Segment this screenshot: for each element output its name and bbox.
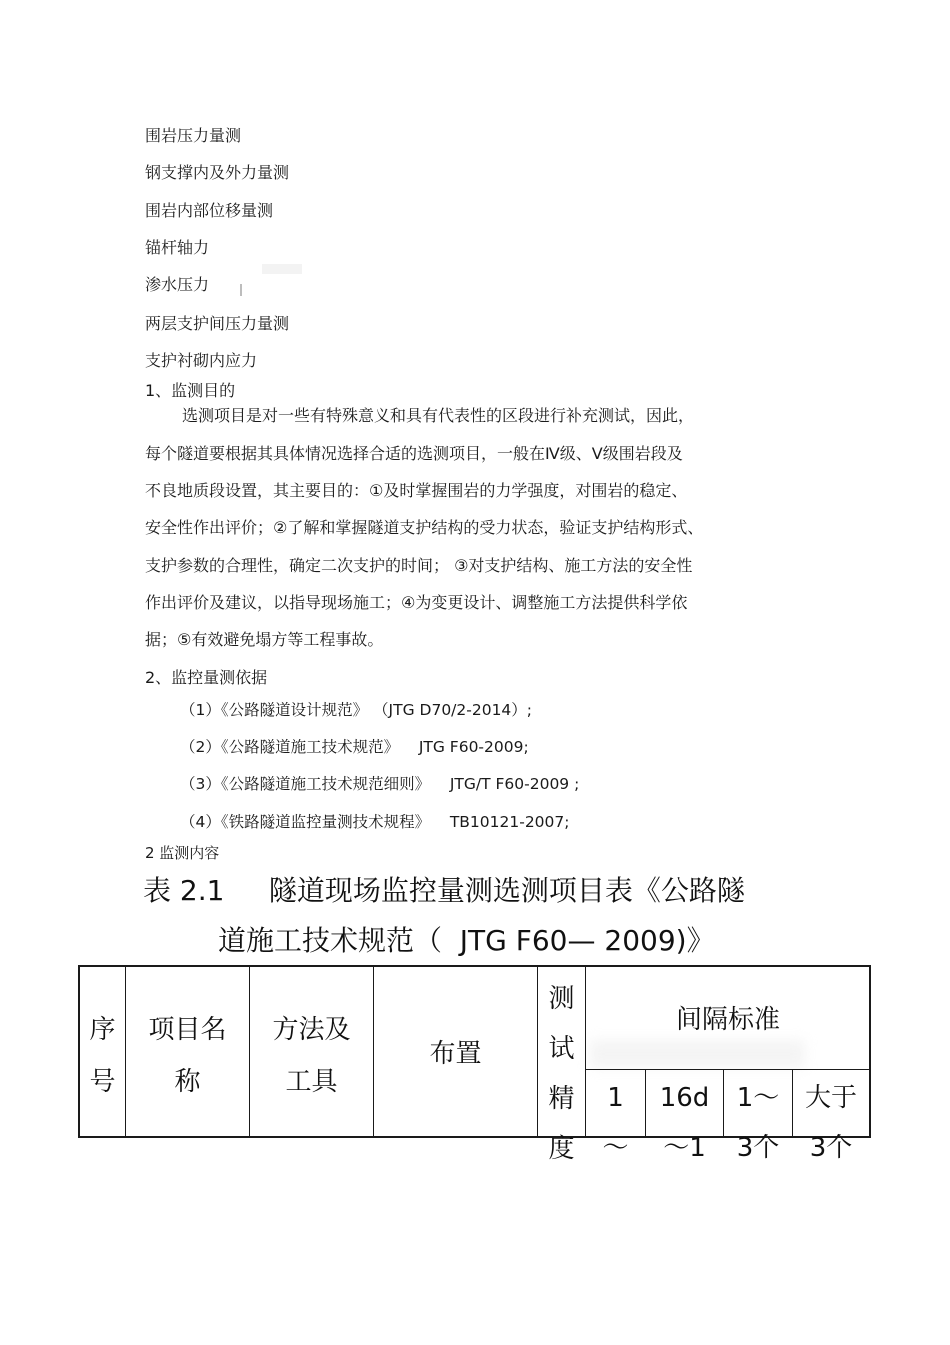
subheader-interval-1	[586, 1078, 645, 1168]
section-heading-purpose: 1、监测目的	[145, 381, 236, 400]
subheader-interval-1-line2: ～	[602, 1133, 629, 1163]
scan-smudge	[590, 1040, 805, 1068]
item-seepage-pressure: 渗水压力	[145, 275, 210, 294]
header-method	[250, 1010, 373, 1102]
item-bolt-axial-force: 锚杆轴力	[145, 238, 210, 257]
subheader-interval-4-line1: 大于	[804, 1083, 857, 1113]
subheader-interval-1-line1: 1	[607, 1083, 624, 1113]
subheader-interval-3-line1: 1～	[736, 1083, 780, 1113]
subheader-interval-2-line2: ～1	[663, 1133, 706, 1163]
section-heading-content: 2 监测内容	[145, 844, 220, 862]
paragraph-line: 作出评价及建议，以指导现场施工；④为变更设计、调整施工方法提供科学依	[145, 593, 688, 612]
header-method-line1: 方法及	[272, 1015, 351, 1045]
paragraph-line: 每个隧道要根据其具体情况选择合适的选测项目，一般在Ⅳ级、Ⅴ级围岩段及	[145, 444, 683, 463]
scan-artifact	[262, 264, 302, 274]
scan-artifact-mark	[240, 284, 242, 296]
item-rock-pressure: 围岩压力量测	[145, 126, 242, 145]
header-precision-char: 试	[548, 1034, 575, 1064]
reference-item: （1）《公路隧道设计规范》 （JTG D70/2-2014）;	[180, 701, 533, 719]
header-interval-standard: 间隔标准	[675, 1005, 780, 1035]
item-internal-displacement: 围岩内部位移量测	[145, 201, 274, 220]
header-item-name	[126, 1010, 249, 1102]
paragraph-line: 支护参数的合理性，确定二次支护的时间； ③对支护结构、施工方法的安全性	[145, 556, 693, 575]
paragraph-line: 安全性作出评价；②了解和掌握隧道支护结构的受力状态，验证支护结构形式、	[145, 518, 704, 537]
header-item-name-line1: 项目名	[148, 1015, 227, 1045]
subheader-interval-4-line2: 3个	[809, 1133, 853, 1163]
reference-item: （3）《公路隧道施工技术规范细则》 JTG/T F60-2009 ;	[180, 775, 580, 793]
reference-item: （2）《公路隧道施工技术规范》 JTG F60-2009;	[180, 738, 529, 756]
header-precision-char: 度	[548, 1134, 575, 1164]
item-interlayer-pressure: 两层支护间压力量测	[145, 314, 290, 333]
header-item-name-line2: 称	[174, 1067, 201, 1097]
table-border-right	[869, 965, 871, 1138]
subheader-interval-3	[724, 1078, 792, 1168]
subheader-interval-2-line1: 16d	[659, 1083, 710, 1113]
subheader-interval-2	[646, 1078, 723, 1168]
header-seq	[80, 1010, 125, 1102]
header-precision	[538, 974, 585, 1174]
header-seq-line1: 序	[89, 1015, 116, 1045]
interval-subheader-divider	[585, 1069, 870, 1070]
paragraph-line: 不良地质段设置，其主要目的：①及时掌握围岩的力学强度，对围岩的稳定、	[145, 481, 688, 500]
table-border-top	[78, 965, 871, 967]
item-lining-stress: 支护衬砌内应力	[145, 351, 258, 370]
header-layout: 布置	[429, 1039, 482, 1069]
paragraph-line: 据；⑤有效避免塌方等工程事故。	[145, 630, 384, 649]
header-seq-line2: 号	[89, 1067, 116, 1097]
table-caption-line1: 表 2.1 隧道现场监控量测选测项目表《公路隧	[143, 874, 745, 907]
section-heading-basis: 2、监控量测依据	[145, 668, 268, 687]
subheader-interval-4	[793, 1078, 869, 1168]
table-caption-line2: 道施工技术规范（ JTG F60— 2009)》	[218, 924, 715, 957]
header-method-line2: 工具	[285, 1067, 338, 1097]
header-precision-char: 测	[548, 984, 575, 1014]
reference-item: （4）《铁路隧道监控量测技术规程》 TB10121-2007;	[180, 813, 570, 831]
subheader-interval-3-line2: 3个	[736, 1133, 780, 1163]
paragraph-line: 选测项目是对一些有特殊意义和具有代表性的区段进行补充测试，因此，	[182, 406, 695, 425]
header-precision-char: 精	[548, 1084, 575, 1114]
item-steel-support-force: 钢支撑内及外力量测	[145, 163, 290, 182]
